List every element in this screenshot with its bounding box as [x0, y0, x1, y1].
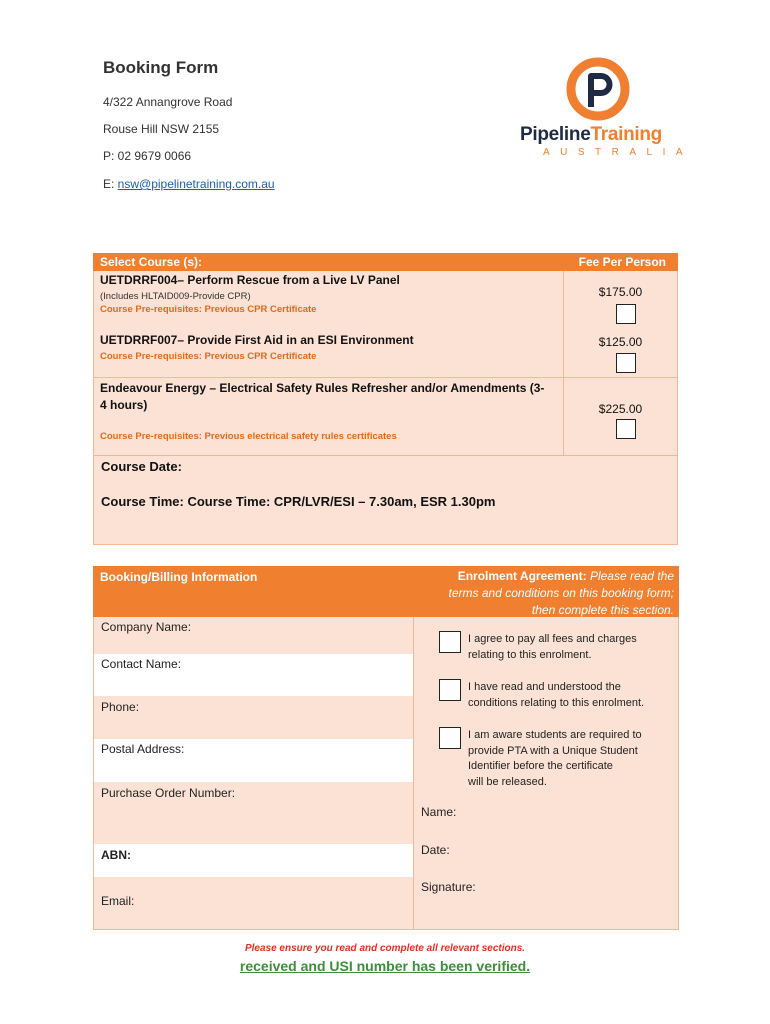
phone-number: P: 02 9679 0066: [103, 149, 192, 163]
contact-name-field[interactable]: [93, 654, 414, 696]
agree-conditions-line-2: conditions relating to this enrolment.: [468, 696, 645, 709]
agree-conditions-line-1: I have read and understood the: [468, 681, 621, 693]
email-field[interactable]: [93, 877, 414, 930]
email-link[interactable]: nsw@pipelinetraining.com.au: [117, 177, 275, 191]
course-table-header: [93, 253, 678, 271]
address-line-2: Rouse Hill NSW 2155: [103, 122, 220, 136]
course-2-prereq: Course Pre-requisites: Previous CPR Certificate: [100, 351, 317, 362]
course-1-title: UETDRRF004– Perform Rescue from a Live LV Panel: [100, 273, 400, 287]
course-3-title-line-1: Endeavour Energy – Electrical Safety Rules Refresher and/or Amendments (3-: [100, 381, 545, 395]
course-2-title: UETDRRF007– Provide First Aid in an ESI Environment: [100, 333, 414, 347]
logo-brand: [520, 124, 662, 146]
address-line-1: 4/322 Annangrove Road: [103, 95, 233, 109]
contact-name-label: Contact Name:: [101, 657, 182, 671]
course-2-fee: $125.00: [598, 335, 643, 349]
course-time-label: Course Time: Course Time: CPR/LVR/ESI – 7.30am, ESR 1.30pm: [101, 494, 496, 509]
pipeline-logo-icon: [566, 57, 630, 121]
signature-label[interactable]: Signature:: [421, 880, 476, 894]
enrolment-agreement-header: [414, 566, 679, 617]
billing-info-label: Booking/Billing Information: [100, 570, 258, 584]
enrolment-instruction-1: Please read the: [589, 569, 674, 583]
email-prefix: E:: [103, 177, 118, 191]
agree-usi-line-4: will be released.: [468, 775, 547, 788]
agree-conditions-text: [468, 680, 644, 711]
agree-usi-line-1: I am aware students are required to: [468, 729, 642, 741]
purchase-order-field[interactable]: [93, 782, 414, 844]
select-course-label: Select Course (s):: [100, 255, 203, 269]
course-3-checkbox[interactable]: [616, 419, 636, 439]
abn-field[interactable]: [93, 844, 414, 877]
enrolment-instruction-3: then complete this section.: [531, 603, 674, 617]
fee-per-person-label: Fee Per Person: [578, 255, 666, 269]
enrolment-instruction-2: terms and conditions on this booking form;: [448, 586, 674, 600]
postal-address-label: Postal Address:: [101, 742, 185, 756]
phone-field[interactable]: [93, 696, 414, 739]
course-3-prereq: Course Pre-requisites: Previous electrical safety rules certificates: [100, 431, 397, 442]
course-1-prereq: Course Pre-requisites: Previous CPR Certificate: [100, 304, 317, 315]
course-1-note: (Includes HLTAID009-Provide CPR): [100, 291, 251, 302]
agree-fees-checkbox[interactable]: [439, 631, 461, 653]
purchase-order-label: Purchase Order Number:: [101, 786, 236, 800]
billing-info-header: [93, 566, 414, 617]
course-3-fee: $225.00: [598, 402, 643, 416]
agree-usi-line-2: provide PTA with a Unique Student: [468, 744, 638, 757]
postal-address-field[interactable]: [93, 739, 414, 782]
page-title: Booking Form: [103, 58, 219, 77]
signatory-name-label[interactable]: Name:: [421, 805, 457, 819]
footer-verification-text: received and USI number has been verified.: [239, 958, 531, 974]
form-bottom-border: [93, 929, 679, 930]
course-row-divider: [93, 377, 678, 378]
course-1-checkbox[interactable]: [616, 304, 636, 324]
footer-instruction: Please ensure you read and complete all relevant sections.: [244, 943, 526, 954]
company-name-label: Company Name:: [101, 620, 192, 634]
agree-conditions-checkbox[interactable]: [439, 679, 461, 701]
enrolment-agreement-title: Enrolment Agreement:: [457, 569, 587, 583]
email-line: [103, 177, 275, 191]
signatory-date-label[interactable]: Date:: [421, 843, 450, 857]
logo-brand-pipeline: Pipeline: [520, 124, 591, 145]
agree-usi-line-3: Identifier before the certificate: [468, 760, 613, 772]
agree-fees-text: [468, 632, 637, 663]
course-row-divider: [93, 455, 678, 456]
logo-brand-training: Training: [590, 124, 662, 145]
course-3-title-line-2: 4 hours): [100, 398, 148, 412]
enrolment-agreement-text: [414, 568, 674, 619]
agree-usi-text: [468, 728, 642, 790]
agree-fees-line-2: relating to this enrolment.: [468, 648, 592, 661]
course-1-fee: $175.00: [598, 285, 643, 299]
company-name-field[interactable]: [93, 617, 414, 654]
course-2-checkbox[interactable]: [616, 353, 636, 373]
course-date-label: Course Date:: [101, 459, 182, 474]
agree-usi-checkbox[interactable]: [439, 727, 461, 749]
email-label: Email:: [101, 894, 135, 908]
agree-fees-line-1: I agree to pay all fees and charges: [468, 633, 637, 645]
abn-label: ABN:: [101, 848, 131, 862]
phone-label: Phone:: [101, 700, 140, 714]
logo-subtitle: AUSTRALIA: [543, 147, 694, 158]
